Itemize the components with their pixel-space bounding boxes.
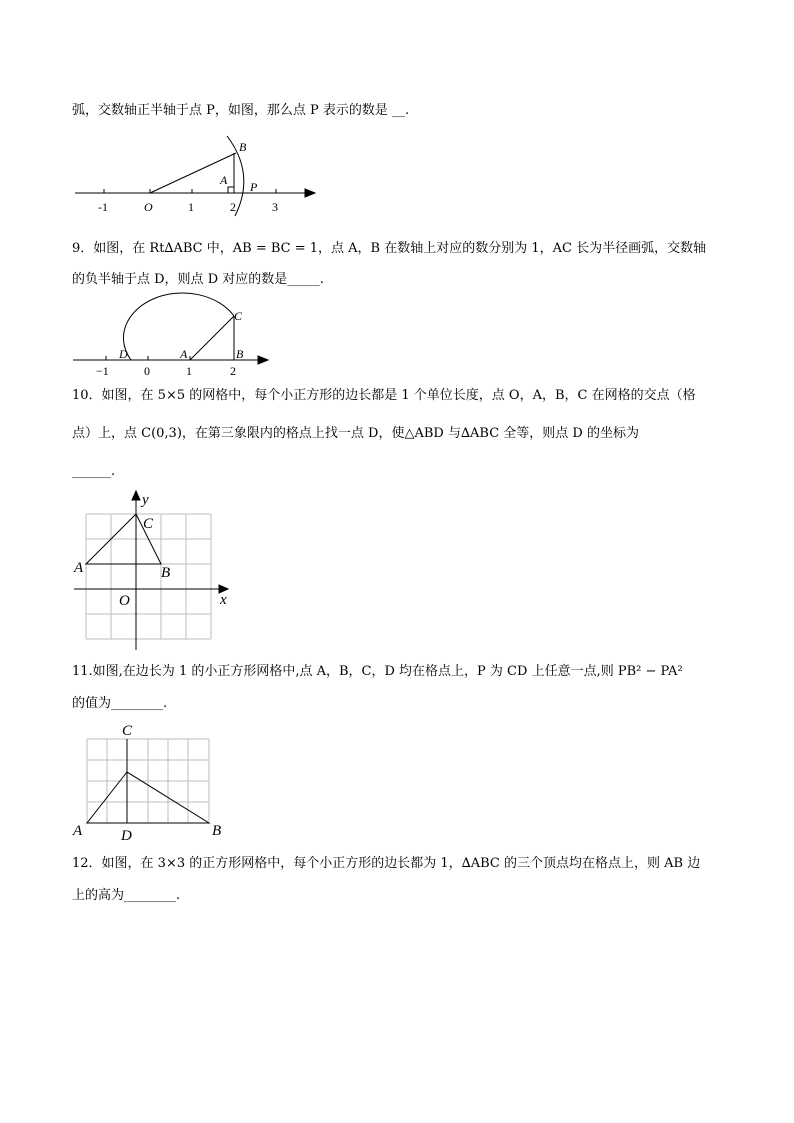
point-label-A: A [73,823,83,839]
grid-lines [87,739,209,823]
question-10-line-1: 10．如图，在 5×5 的网格中，每个小正方形的边长都是 1 个单位长度，点 O，A，B，C 在网格的交点（格 [72,388,696,403]
question-9-line-1: 9．如图，在 Rt∆ABC 中，AB = BC = 1，点 A，B 在数轴上对应的数分别为 1，AC 长为半径画弧，交数轴 [72,241,707,256]
question-10-line-2: 点）上，点 C(0,3)，在第三象限内的格点上找一点 D，使△ABD 与∆ABC 全等，则点 D 的坐标为 [72,426,639,441]
question-10-line-3: ______. [72,464,116,479]
grid-lines [86,514,211,639]
question-11-line-1: 11.如图,在边长为 1 的小正方形网格中,点 A，B，C，D 均在格点上，P 为 CD 上任意一点,则 PB² − PA² [72,664,683,679]
tick-label-1: 1 [186,364,192,378]
axis-arrow-icon [305,189,315,197]
figure-triangle-grid [70,720,235,845]
tick-label-0: 0 [144,364,150,378]
axis-arrow-icon [258,356,268,364]
point-label-A: A [180,347,188,361]
point-label-D: D [119,347,128,361]
point-label-A: A [220,173,228,187]
question-12-line-1: 12．如图，在 3×3 的正方形网格中，每个小正方形的边长都为 1，∆ABC 的三个顶点均在格点上，则 AB 边 [72,856,701,871]
tick-label-2: 2 [230,364,236,378]
figure-number-line-arc [70,134,330,219]
point-label-A: A [74,560,84,576]
point-label-C: C [234,309,243,323]
point-label-C: C [122,723,133,739]
point-label-B: B [239,140,247,154]
question-12-line-2: 上的高为________. [72,888,181,903]
tick-label-2: 2 [230,200,236,214]
right-angle-mark [228,187,234,193]
tick-label-neg1: -1 [98,200,108,214]
text-line-8a: 弧，交数轴正半轴于点 P，如图，那么点 P 表示的数是 __. [72,103,410,118]
segment-AC [190,316,234,360]
point-label-O: O [119,593,130,609]
y-axis-label: y [142,492,149,508]
point-label-B: B [212,823,222,839]
figure-coordinate-grid [70,488,240,653]
question-11-line-2: 的值为________. [72,696,168,711]
x-axis-label: x [220,592,227,608]
point-label-C: C [143,516,154,532]
question-9-line-2: 的负半轴于点 D，则点 D 对应的数是_____. [72,272,324,287]
point-label-B: B [161,565,171,581]
y-axis-arrow-icon [132,491,140,500]
tick-label-3: 3 [272,200,278,214]
tick-label-neg1: −1 [96,364,109,378]
tick-label-origin: O [144,200,153,214]
point-label-B: B [236,347,244,361]
point-label-D: D [121,828,132,844]
tick-label-1: 1 [188,200,194,214]
point-label-P: P [250,180,258,194]
figure-semicircle-number-line [70,306,280,378]
arc [123,293,234,360]
